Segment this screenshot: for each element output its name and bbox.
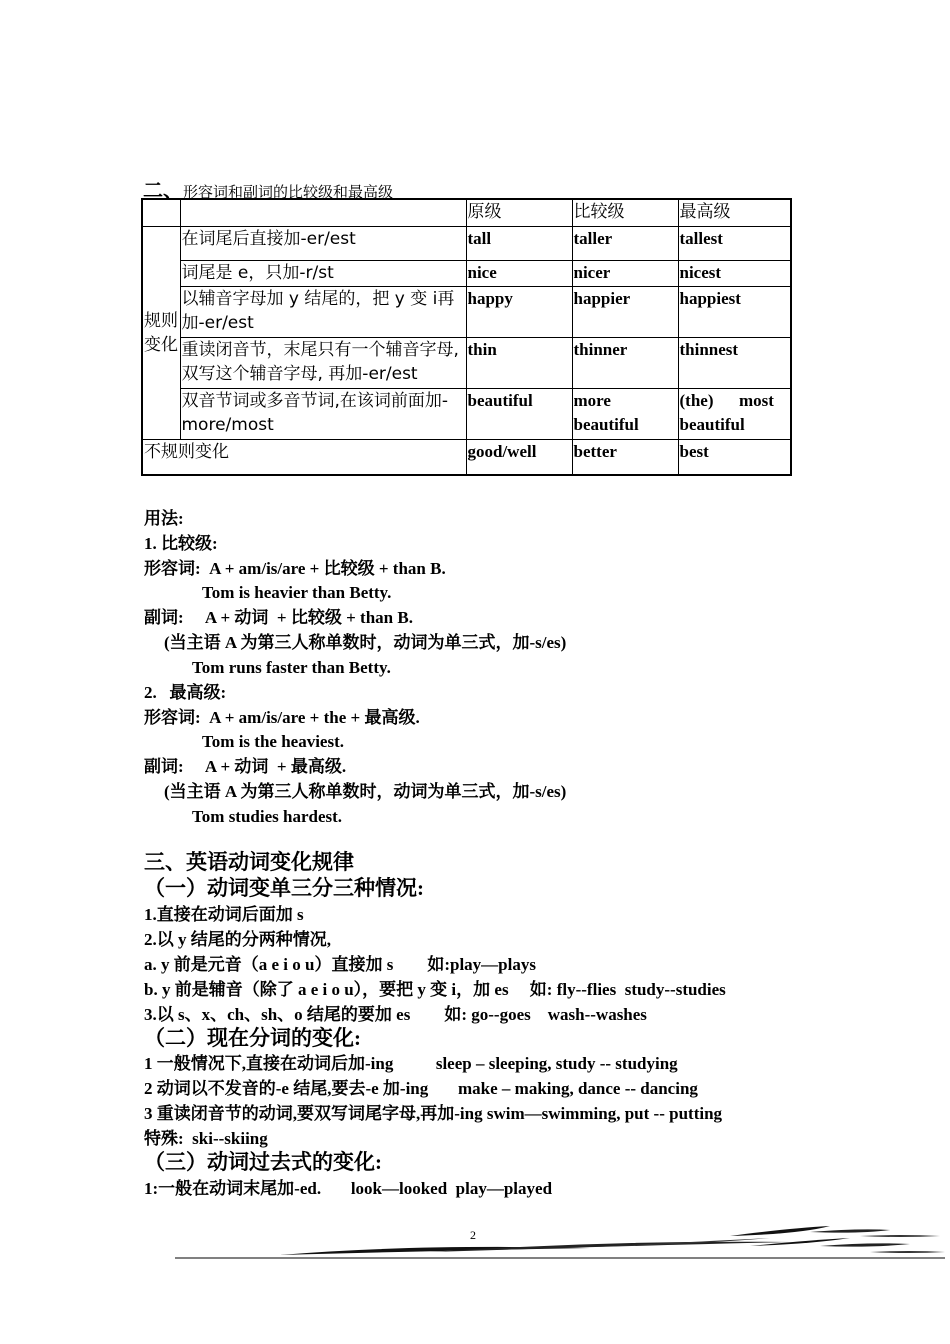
superlative-cell: best <box>678 439 791 475</box>
list-item: 2.以 y 结尾的分两种情况, <box>144 930 331 949</box>
subsection-2-title: （二）现在分词的变化: <box>144 1026 361 1050</box>
header-comparative: 比较级 <box>572 199 678 226</box>
header-cell-empty-2 <box>180 199 466 226</box>
base-cell: good/well <box>466 439 572 475</box>
table-row-irregular <box>142 439 791 475</box>
list-item: 1 一般情况下,直接在动词后加-ing sleep – sleeping, study -- studying <box>144 1054 678 1073</box>
list-item: b. y 前是辅音（除了 a e i o u），要把 y 变 i，加 es 如: fly--flies study--studies <box>144 980 726 999</box>
comparative-cell: happier <box>572 286 678 337</box>
table-row <box>142 337 791 388</box>
page-number: 2 <box>470 1228 476 1242</box>
comparative-cell: better <box>572 439 678 475</box>
superlative-cell: nicest <box>678 260 791 286</box>
list-item: 特殊: ski--skiing <box>144 1129 268 1148</box>
section-2-number: 二、 <box>143 180 183 202</box>
table-row <box>142 388 791 439</box>
table-row <box>142 260 791 286</box>
table-row <box>142 286 791 337</box>
rule-cell: 重读闭音节，末尾只有一个辅音字母, 双写这个辅音字母, 再加-er/est <box>180 337 466 388</box>
superlative-cell: (the) most beautiful <box>678 388 791 439</box>
rule-cell: 词尾是 e，只加-r/st <box>180 260 466 286</box>
superlative-cell: thinnest <box>678 337 791 388</box>
adv-comparative-rule: 副词: A + 动词 + 比较级 + than B. <box>144 608 413 627</box>
header-superlative: 最高级 <box>678 199 791 226</box>
comparative-cell: nicer <box>572 260 678 286</box>
base-cell: tall <box>466 226 572 260</box>
base-cell: nice <box>466 260 572 286</box>
list-item: 3 重读闭音节的动词,要双写词尾字母,再加-ing swim—swimming, put -- putting <box>144 1104 723 1123</box>
base-cell: thin <box>466 337 572 388</box>
comparative-cell: thinner <box>572 337 678 388</box>
adj-comparative-rule: 形容词: A + am/is/are + 比较级 + than B. <box>144 559 446 578</box>
header-cell-empty-1 <box>142 199 180 226</box>
adv-superlative-example: Tom studies hardest. <box>192 807 343 826</box>
adv-superlative-rule: 副词: A + 动词 + 最高级. <box>144 757 347 776</box>
adv-superlative-note: (当主语 A 为第三人称单数时，动词为单三式，加-s/es) <box>164 782 567 801</box>
rule-cell: 双音节词或多音节词,在该词前面加-more/most <box>180 388 466 439</box>
section-3-title: 三、英语动词变化规律 <box>144 850 354 874</box>
adj-superlative-example: Tom is the heaviest. <box>202 732 344 751</box>
superlative-cell: tallest <box>678 226 791 260</box>
base-cell: happy <box>466 286 572 337</box>
footer-ornament-icon <box>170 1222 950 1264</box>
comparative-cell: more beautiful <box>572 388 678 439</box>
subsection-3-title: （三）动词过去式的变化: <box>144 1150 382 1174</box>
table-header-row <box>142 199 791 226</box>
adj-comparative-example: Tom is heavier than Betty. <box>202 583 392 602</box>
adj-superlative-rule: 形容词: A + am/is/are + the + 最高级. <box>144 708 420 727</box>
rule-cell: 在词尾后直接加-er/est <box>180 226 466 260</box>
table-row <box>142 226 791 260</box>
superlative-cell: happiest <box>678 286 791 337</box>
list-item: 2 动词以不发音的-e 结尾,要去-e 加-ing make – making, dance -- dancing <box>144 1079 698 1098</box>
adv-comparative-example: Tom runs faster than Betty. <box>192 658 391 677</box>
list-item: 3.以 s、x、ch、sh、o 结尾的要加 es 如: go--goes wash--washes <box>144 1005 647 1024</box>
list-item: 1.直接在动词后面加 s <box>144 905 304 924</box>
comparative-heading: 1. 比较级: <box>144 534 218 553</box>
adv-comparative-note: (当主语 A 为第三人称单数时，动词为单三式，加-s/es) <box>164 633 567 652</box>
group-regular: 规则变化 <box>142 226 180 439</box>
group-irregular: 不规则变化 <box>142 439 466 475</box>
base-cell: beautiful <box>466 388 572 439</box>
superlative-heading: 2. 最高级: <box>144 683 227 702</box>
section-2-title: 形容词和副词的比较级和最高级 <box>183 185 394 201</box>
comparative-cell: taller <box>572 226 678 260</box>
subsection-1-title: （一）动词变单三分三种情况: <box>144 876 424 900</box>
comparison-table <box>141 198 792 476</box>
header-base: 原级 <box>466 199 572 226</box>
list-item: a. y 前是元音（a e i o u）直接加 s 如:play—plays <box>144 955 536 974</box>
list-item: 1:一般在动词末尾加-ed. look—looked play—played <box>144 1179 553 1198</box>
rule-cell: 以辅音字母加 y 结尾的，把 y 变 i再加-er/est <box>180 286 466 337</box>
usage-heading: 用法: <box>144 509 184 528</box>
